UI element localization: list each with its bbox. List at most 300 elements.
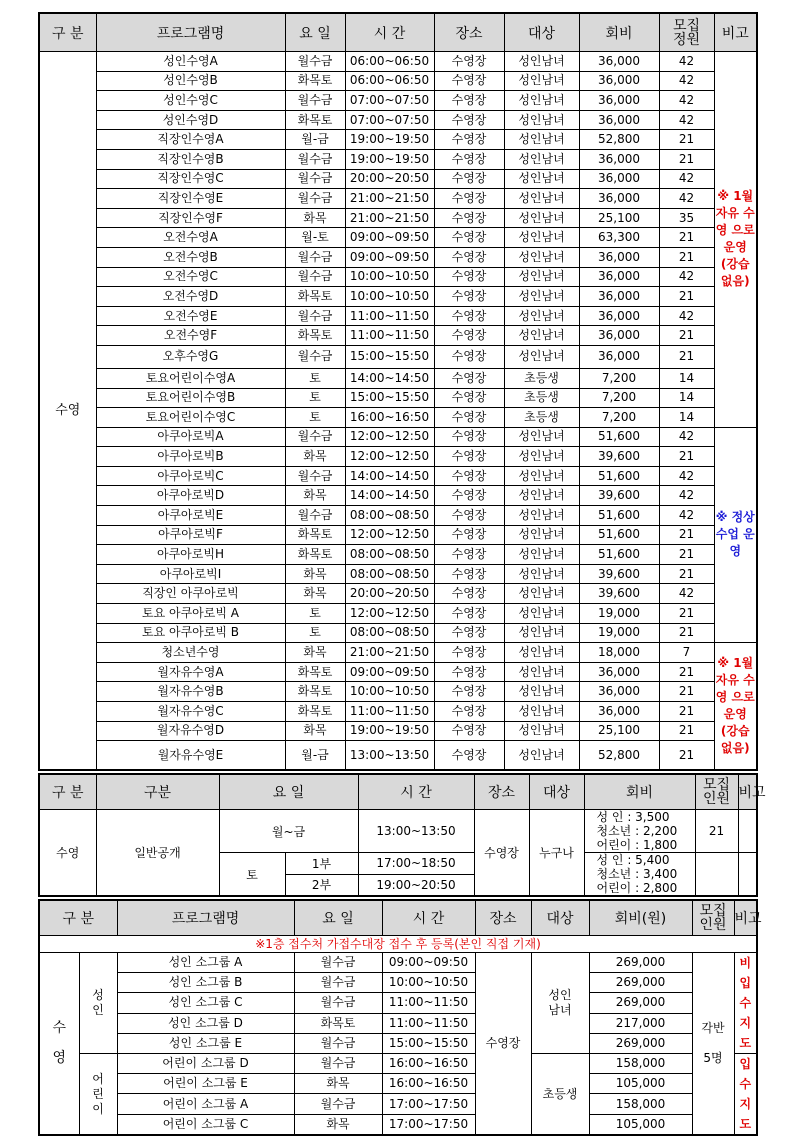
table-row xyxy=(39,584,757,604)
cell-program: 오전수영A xyxy=(96,228,285,248)
cell-fee: 105,000 xyxy=(589,1114,692,1135)
table-row xyxy=(39,643,757,663)
table-row xyxy=(39,623,757,643)
cell-days: 월수금 xyxy=(285,189,345,209)
table-row xyxy=(39,408,757,428)
cell-fee: 52,800 xyxy=(579,130,659,150)
table-row xyxy=(39,169,757,189)
table-row xyxy=(39,564,757,584)
cell-fee: 51,600 xyxy=(579,427,659,447)
cell-place: 수영장 xyxy=(434,189,504,209)
cell-capacity: 21 xyxy=(659,662,714,682)
cell-fee: 51,600 xyxy=(579,506,659,526)
table-row xyxy=(39,52,757,72)
cell-program: 청소년수영 xyxy=(96,643,285,663)
cell-time: 11:00~11:50 xyxy=(382,993,475,1013)
cell-capacity: 21 xyxy=(659,682,714,702)
cell-program: 성인수영B xyxy=(96,71,285,91)
cell-time: 19:00~19:50 xyxy=(345,130,434,150)
cell-fee: 36,000 xyxy=(579,247,659,267)
cell-capacity: 21 xyxy=(659,564,714,584)
header-capacity: 모집 정원 xyxy=(659,13,714,52)
header-days: 요 일 xyxy=(219,774,358,810)
header-category: 구 분 xyxy=(39,13,96,52)
table-row xyxy=(39,662,757,682)
cell-target: 성인남녀 xyxy=(504,345,579,368)
cell-days: 토 xyxy=(285,368,345,388)
fee-weekday xyxy=(584,810,695,853)
cell-fee: 269,000 xyxy=(589,953,692,973)
table-row xyxy=(39,953,757,973)
cell-place: 수영장 xyxy=(434,326,504,346)
cell-capacity: 21 xyxy=(659,525,714,545)
table-row xyxy=(39,427,757,447)
table-row xyxy=(39,1074,757,1094)
cell-place: 수영장 xyxy=(434,345,504,368)
cell-target: 성인남녀 xyxy=(504,110,579,130)
cell-program: 토요어린이수영B xyxy=(96,388,285,408)
cell-place: 수영장 xyxy=(434,525,504,545)
cell-days: 화목토 xyxy=(285,326,345,346)
cell-place: 수영장 xyxy=(434,71,504,91)
cell-program: 토요 아쿠아로빅 A xyxy=(96,604,285,624)
cell-days: 화목 xyxy=(285,721,345,741)
cell-capacity: 7 xyxy=(659,643,714,663)
cell-program: 성인 소그룹 A xyxy=(117,953,294,973)
cell-target: 성인남녀 xyxy=(504,486,579,506)
cell-days: 토 xyxy=(285,408,345,428)
cell-program: 직장인 아쿠아로빅 xyxy=(96,584,285,604)
cell-program: 오전수영E xyxy=(96,306,285,326)
time-weekday: 13:00~13:50 xyxy=(358,810,474,853)
cell-place: 수영장 xyxy=(434,228,504,248)
category-cell: 수영 xyxy=(39,810,96,897)
cell-capacity: 21 xyxy=(659,702,714,722)
note-free-swim: ※ 1월 자유 수영 으로 운영 (강습 없음) xyxy=(714,52,757,428)
cell-fee: 7,200 xyxy=(579,388,659,408)
cell-capacity: 42 xyxy=(659,91,714,111)
cell-program: 성인수영D xyxy=(96,110,285,130)
cell-days: 월수금 xyxy=(285,91,345,111)
table-row xyxy=(39,71,757,91)
cell-time: 07:00~07:50 xyxy=(345,110,434,130)
cell-time: 12:00~12:50 xyxy=(345,447,434,467)
target-cell: 누구나 xyxy=(529,810,584,897)
cell-program: 오후수영G xyxy=(96,345,285,368)
cell-capacity: 42 xyxy=(659,267,714,287)
cell-target: 성인남녀 xyxy=(504,604,579,624)
part1-label: 1부 xyxy=(285,853,358,875)
cell-days: 월-금 xyxy=(285,130,345,150)
header-target: 대상 xyxy=(529,774,584,810)
cell-program: 월자유수영D xyxy=(96,721,285,741)
cell-days: 월수금 xyxy=(294,973,382,993)
table-row xyxy=(39,1033,757,1053)
cell-program: 월자유수영C xyxy=(96,702,285,722)
cell-capacity: 42 xyxy=(659,52,714,72)
cell-fee: 25,100 xyxy=(579,208,659,228)
cell-time: 17:00~17:50 xyxy=(382,1114,475,1135)
cell-fee: 158,000 xyxy=(589,1094,692,1114)
cell-capacity: 42 xyxy=(659,466,714,486)
cell-days: 월수금 xyxy=(285,466,345,486)
table-row xyxy=(39,130,757,150)
cell-place: 수영장 xyxy=(434,408,504,428)
cell-program: 아쿠아로빅F xyxy=(96,525,285,545)
cell-time: 09:00~09:50 xyxy=(345,247,434,267)
cell-days: 월수금 xyxy=(285,267,345,287)
cell-program: 월자유수영A xyxy=(96,662,285,682)
table-row xyxy=(39,1094,757,1114)
cell-program: 성인 소그룹 E xyxy=(117,1033,294,1053)
cell-capacity: 42 xyxy=(659,584,714,604)
cell-fee: 36,000 xyxy=(579,326,659,346)
cell-days: 토 xyxy=(285,388,345,408)
note-adult: 비입수 지도 xyxy=(734,953,757,1054)
cell-days: 월수금 xyxy=(294,993,382,1013)
note-regular-class: ※ 정상 수업 운영 xyxy=(714,427,757,643)
cell-program: 어린이 소그룹 A xyxy=(117,1094,294,1114)
cell-time: 21:00~21:50 xyxy=(345,189,434,209)
cell-target: 성인남녀 xyxy=(504,584,579,604)
table-row xyxy=(39,682,757,702)
cell-capacity: 42 xyxy=(659,110,714,130)
cell-days: 화목 xyxy=(285,643,345,663)
header-note: 비고 xyxy=(738,774,757,810)
cell-days: 화목 xyxy=(285,564,345,584)
cell-target: 초등생 xyxy=(504,388,579,408)
cell-target: 성인남녀 xyxy=(504,564,579,584)
cell-capacity: 42 xyxy=(659,506,714,526)
cell-program: 토요 아쿠아로빅 B xyxy=(96,623,285,643)
cell-time: 08:00~08:50 xyxy=(345,623,434,643)
table1-header-row xyxy=(39,13,757,52)
note-sat xyxy=(738,853,757,897)
table-row xyxy=(39,721,757,741)
cell-time: 12:00~12:50 xyxy=(345,525,434,545)
cell-fee: 52,800 xyxy=(579,741,659,771)
cell-target: 초등생 xyxy=(504,408,579,428)
cell-target: 성인남녀 xyxy=(504,287,579,307)
cell-program: 직장인수영E xyxy=(96,189,285,209)
cell-time: 09:00~09:50 xyxy=(382,953,475,973)
table2-header-row xyxy=(39,774,757,810)
cell-time: 11:00~11:50 xyxy=(345,702,434,722)
cell-time: 16:00~16:50 xyxy=(382,1074,475,1094)
place-cell: 수영장 xyxy=(475,953,531,1136)
cell-program: 직장인수영B xyxy=(96,149,285,169)
cell-place: 수영장 xyxy=(434,208,504,228)
header-category: 구 분 xyxy=(39,900,117,936)
table-row xyxy=(39,306,757,326)
cell-days: 월-금 xyxy=(285,741,345,771)
cell-days: 토 xyxy=(285,623,345,643)
header-category: 구 분 xyxy=(39,774,96,810)
cell-target: 성인남녀 xyxy=(504,52,579,72)
cell-program: 월자유수영B xyxy=(96,682,285,702)
table-row xyxy=(39,486,757,506)
cell-place: 수영장 xyxy=(434,643,504,663)
cell-days: 화목토 xyxy=(285,525,345,545)
cell-days: 화목 xyxy=(285,584,345,604)
cell-target: 성인남녀 xyxy=(504,741,579,771)
cell-place: 수영장 xyxy=(434,427,504,447)
cell-capacity: 21 xyxy=(659,741,714,771)
cell-capacity: 21 xyxy=(659,326,714,346)
header-fee: 회비 xyxy=(579,13,659,52)
table-row xyxy=(39,110,757,130)
cell-capacity: 21 xyxy=(659,623,714,643)
cell-program: 아쿠아로빅C xyxy=(96,466,285,486)
cell-fee: 217,000 xyxy=(589,1013,692,1033)
cell-days: 월수금 xyxy=(285,427,345,447)
fee-youth: 청소년 : 3,400 xyxy=(596,867,678,881)
cell-days: 화목토 xyxy=(285,110,345,130)
cell-capacity: 14 xyxy=(659,408,714,428)
target-adult: 성인 남녀 xyxy=(531,953,589,1054)
cell-program: 성인 소그룹 D xyxy=(117,1013,294,1033)
time-part2: 19:00~20:50 xyxy=(358,874,474,896)
cell-target: 성인남녀 xyxy=(504,267,579,287)
cell-program: 어린이 소그룹 E xyxy=(117,1074,294,1094)
table-row xyxy=(39,247,757,267)
cell-capacity: 35 xyxy=(659,208,714,228)
header-time: 시 간 xyxy=(345,13,434,52)
table-row xyxy=(39,345,757,368)
cell-capacity: 42 xyxy=(659,427,714,447)
cell-time: 11:00~11:50 xyxy=(382,1013,475,1033)
cell-time: 12:00~12:50 xyxy=(345,604,434,624)
cell-capacity: 14 xyxy=(659,388,714,408)
cell-capacity: 42 xyxy=(659,306,714,326)
cell-target: 초등생 xyxy=(504,368,579,388)
cell-time: 20:00~20:50 xyxy=(345,169,434,189)
cell-time: 13:00~13:50 xyxy=(345,741,434,771)
cell-fee: 39,600 xyxy=(579,584,659,604)
cell-target: 성인남녀 xyxy=(504,326,579,346)
table-row xyxy=(39,1054,757,1074)
cell-days: 월수금 xyxy=(294,1054,382,1074)
cell-place: 수영장 xyxy=(434,287,504,307)
cell-capacity: 21 xyxy=(659,228,714,248)
note-child: 입수 지도 xyxy=(734,1054,757,1136)
cell-time: 12:00~12:50 xyxy=(345,427,434,447)
cell-program: 월자유수영E xyxy=(96,741,285,771)
cell-program: 토요어린이수영A xyxy=(96,368,285,388)
cell-fee: 7,200 xyxy=(579,368,659,388)
header-note: 비고 xyxy=(714,13,757,52)
cell-capacity: 42 xyxy=(659,169,714,189)
time-part1: 17:00~18:50 xyxy=(358,853,474,875)
table-row xyxy=(39,189,757,209)
cell-days: 화목 xyxy=(294,1074,382,1094)
cell-target: 성인남녀 xyxy=(504,71,579,91)
cell-target: 성인남녀 xyxy=(504,623,579,643)
table-row xyxy=(39,208,757,228)
cell-time: 16:00~16:50 xyxy=(382,1054,475,1074)
cell-target: 성인남녀 xyxy=(504,466,579,486)
cell-place: 수영장 xyxy=(434,149,504,169)
cell-program: 오전수영F xyxy=(96,326,285,346)
cell-place: 수영장 xyxy=(434,584,504,604)
header-place: 장소 xyxy=(434,13,504,52)
cell-capacity: 21 xyxy=(659,545,714,565)
cell-days: 월수금 xyxy=(285,169,345,189)
cell-time: 17:00~17:50 xyxy=(382,1094,475,1114)
cell-capacity: 42 xyxy=(659,71,714,91)
cell-target: 성인남녀 xyxy=(504,643,579,663)
cell-fee: 36,000 xyxy=(579,287,659,307)
cell-place: 수영장 xyxy=(434,368,504,388)
cell-time: 06:00~06:50 xyxy=(345,71,434,91)
table-row xyxy=(39,993,757,1013)
cell-time: 15:00~15:50 xyxy=(382,1033,475,1053)
cell-fee: 7,200 xyxy=(579,408,659,428)
cell-fee: 51,600 xyxy=(579,466,659,486)
fee-adult: 성 인 : 3,500 xyxy=(596,810,670,824)
cell-place: 수영장 xyxy=(434,169,504,189)
cell-program: 직장인수영A xyxy=(96,130,285,150)
cell-fee: 51,600 xyxy=(579,525,659,545)
cell-days: 화목 xyxy=(285,208,345,228)
header-days: 요 일 xyxy=(294,900,382,936)
cell-days: 월수금 xyxy=(294,1094,382,1114)
capacity-sat xyxy=(695,853,738,897)
table-row xyxy=(39,973,757,993)
cell-target: 성인남녀 xyxy=(504,662,579,682)
cell-fee: 18,000 xyxy=(579,643,659,663)
cell-fee: 269,000 xyxy=(589,1033,692,1053)
cell-program: 성인 소그룹 B xyxy=(117,973,294,993)
cell-days: 화목토 xyxy=(285,662,345,682)
program-cell: 일반공개 xyxy=(96,810,219,897)
cell-place: 수영장 xyxy=(434,545,504,565)
cell-capacity: 21 xyxy=(659,149,714,169)
table-row xyxy=(39,91,757,111)
cell-days: 화목토 xyxy=(285,545,345,565)
cell-time: 19:00~19:50 xyxy=(345,149,434,169)
cell-fee: 19,000 xyxy=(579,604,659,624)
cell-days: 월-토 xyxy=(285,228,345,248)
fee-child: 어린이 : 1,800 xyxy=(596,838,678,852)
cell-program: 아쿠아로빅H xyxy=(96,545,285,565)
cell-time: 21:00~21:50 xyxy=(345,643,434,663)
cell-time: 15:00~15:50 xyxy=(345,388,434,408)
table3-header-row xyxy=(39,900,757,936)
days-weekday: 월~금 xyxy=(219,810,358,853)
place-cell: 수영장 xyxy=(474,810,529,897)
cell-target: 성인남녀 xyxy=(504,447,579,467)
cell-time: 19:00~19:50 xyxy=(345,721,434,741)
cell-target: 성인남녀 xyxy=(504,130,579,150)
table-row xyxy=(39,149,757,169)
cell-target: 성인남녀 xyxy=(504,721,579,741)
header-capacity: 모집 인원 xyxy=(695,774,738,810)
cell-fee: 39,600 xyxy=(579,447,659,467)
header-days: 요 일 xyxy=(285,13,345,52)
cell-program: 직장인수영F xyxy=(96,208,285,228)
cell-place: 수영장 xyxy=(434,702,504,722)
cell-program: 성인수영C xyxy=(96,91,285,111)
fee-sat xyxy=(584,853,695,897)
cell-fee: 105,000 xyxy=(589,1074,692,1094)
header-program: 프로그램명 xyxy=(96,13,285,52)
cell-target: 성인남녀 xyxy=(504,149,579,169)
cell-time: 07:00~07:50 xyxy=(345,91,434,111)
cell-fee: 36,000 xyxy=(579,91,659,111)
cell-program: 오전수영B xyxy=(96,247,285,267)
cell-target: 성인남녀 xyxy=(504,169,579,189)
cell-time: 21:00~21:50 xyxy=(345,208,434,228)
cell-place: 수영장 xyxy=(434,721,504,741)
cell-fee: 158,000 xyxy=(589,1054,692,1074)
cell-place: 수영장 xyxy=(434,247,504,267)
cell-program: 아쿠아로빅D xyxy=(96,486,285,506)
cell-place: 수영장 xyxy=(434,267,504,287)
cell-days: 월수금 xyxy=(285,306,345,326)
table-row xyxy=(39,1114,757,1135)
header-target: 대상 xyxy=(531,900,589,936)
cell-time: 09:00~09:50 xyxy=(345,662,434,682)
cell-fee: 36,000 xyxy=(579,702,659,722)
part2-label: 2부 xyxy=(285,874,358,896)
cell-time: 08:00~08:50 xyxy=(345,564,434,584)
cell-fee: 36,000 xyxy=(579,110,659,130)
cell-capacity: 21 xyxy=(659,604,714,624)
public-swim-table xyxy=(38,773,766,897)
header-type: 구분 xyxy=(96,774,219,810)
cell-days: 화목 xyxy=(285,486,345,506)
cell-days: 월수금 xyxy=(294,953,382,973)
cell-program: 아쿠아로빅I xyxy=(96,564,285,584)
cell-program: 아쿠아로빅E xyxy=(96,506,285,526)
cell-capacity: 21 xyxy=(659,721,714,741)
cell-time: 09:00~09:50 xyxy=(345,228,434,248)
table-row xyxy=(39,702,757,722)
cell-place: 수영장 xyxy=(434,486,504,506)
cell-time: 10:00~10:50 xyxy=(345,682,434,702)
header-fee: 회비 xyxy=(584,774,695,810)
cell-capacity: 21 xyxy=(659,345,714,368)
cell-days: 화목토 xyxy=(294,1013,382,1033)
table-row xyxy=(39,267,757,287)
cell-days: 화목 xyxy=(285,447,345,467)
cell-days: 월수금 xyxy=(294,1033,382,1053)
cell-target: 성인남녀 xyxy=(504,247,579,267)
cell-fee: 51,600 xyxy=(579,545,659,565)
cell-program: 토요어린이수영C xyxy=(96,408,285,428)
target-child: 초등생 xyxy=(531,1054,589,1136)
table-row xyxy=(39,388,757,408)
header-capacity: 모집 인원 xyxy=(692,900,734,936)
cell-fee: 39,600 xyxy=(579,486,659,506)
cell-fee: 25,100 xyxy=(579,721,659,741)
cell-fee: 36,000 xyxy=(579,267,659,287)
cell-target: 성인남녀 xyxy=(504,702,579,722)
header-place: 장소 xyxy=(474,774,529,810)
cell-fee: 36,000 xyxy=(579,52,659,72)
fee-adult: 성 인 : 5,400 xyxy=(596,853,670,867)
cell-time: 08:00~08:50 xyxy=(345,545,434,565)
header-note: 비고 xyxy=(734,900,757,936)
table-row xyxy=(39,506,757,526)
cell-place: 수영장 xyxy=(434,466,504,486)
cell-days: 토 xyxy=(285,604,345,624)
cell-fee: 63,300 xyxy=(579,228,659,248)
cell-place: 수영장 xyxy=(434,130,504,150)
cell-target: 성인남녀 xyxy=(504,208,579,228)
cell-program: 오전수영C xyxy=(96,267,285,287)
